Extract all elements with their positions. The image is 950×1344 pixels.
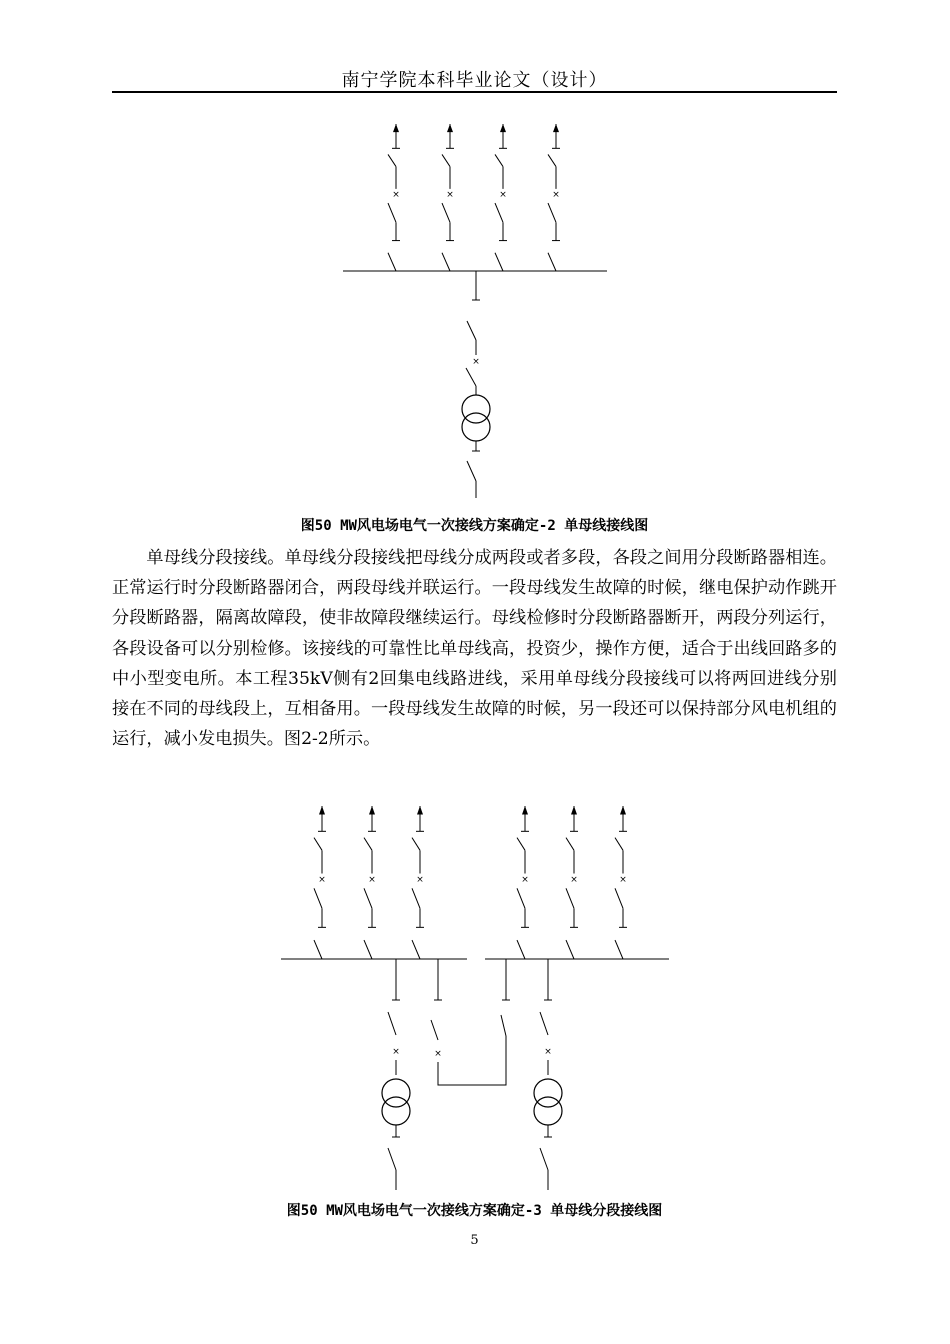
breaker-mark: ×	[552, 189, 560, 200]
breaker	[548, 203, 556, 222]
breaker	[388, 203, 396, 222]
breaker-mark: ×	[392, 189, 400, 200]
disconnector	[412, 940, 420, 959]
breaker-mark: ×	[570, 874, 578, 885]
disconnector	[517, 940, 525, 959]
breaker	[615, 888, 623, 908]
breaker	[466, 368, 476, 386]
breaker	[364, 888, 372, 908]
disconnector	[364, 838, 372, 851]
breaker-mark: ×	[434, 1049, 442, 1059]
disconnector	[517, 838, 525, 851]
transformer-bay-right	[534, 959, 562, 1190]
wire	[438, 1036, 506, 1085]
header-rule	[112, 91, 837, 93]
disconnector	[495, 154, 503, 166]
breaker-mark: ×	[392, 1047, 400, 1057]
disconnector	[501, 1015, 506, 1036]
disconnector	[467, 321, 476, 340]
figure-caption: 图50 MW风电场电气一次接线方案确定-3 单母线分段接线图	[286, 1203, 663, 1219]
transformer-winding	[382, 1079, 410, 1107]
disconnector	[540, 1012, 548, 1035]
figure-caption: 图50 MW风电场电气一次接线方案确定-2 单母线接线图	[300, 518, 649, 534]
transformer-winding	[534, 1097, 562, 1125]
disconnector	[388, 1148, 396, 1170]
transformer-bay-left	[382, 959, 410, 1190]
bus-coupler	[431, 959, 510, 1085]
breaker-mark: ×	[544, 1047, 552, 1057]
disconnector	[548, 154, 556, 166]
disconnector	[615, 838, 623, 851]
breaker-mark: ×	[446, 189, 454, 200]
breaker-mark: ×	[318, 874, 326, 885]
disconnector	[364, 940, 372, 959]
disconnector	[548, 253, 556, 271]
breaker	[495, 203, 503, 222]
breaker	[442, 203, 450, 222]
page-header: 南宁学院本科毕业论文（设计）	[341, 70, 608, 91]
transformer-winding	[534, 1079, 562, 1107]
disconnector	[495, 253, 503, 271]
disconnector	[314, 940, 322, 959]
breaker-mark: ×	[416, 874, 424, 885]
feeder-group	[388, 124, 560, 271]
disconnector	[388, 154, 396, 166]
transformer-winding	[462, 395, 490, 423]
disconnector	[467, 461, 476, 481]
disconnector	[388, 253, 396, 271]
breaker	[566, 888, 574, 908]
disconnector	[540, 1148, 548, 1170]
feeder-group	[314, 806, 627, 959]
breaker	[517, 888, 525, 908]
disconnector	[412, 838, 420, 851]
disconnector	[442, 154, 450, 166]
sectionalized-bus-diagram	[0, 800, 950, 1195]
transformer-winding	[382, 1097, 410, 1125]
page-number: 5	[470, 1233, 479, 1248]
breaker	[314, 888, 322, 908]
breaker-mark: ×	[472, 357, 480, 367]
disconnector	[615, 940, 623, 959]
disconnector	[566, 940, 574, 959]
disconnector	[566, 838, 574, 851]
breaker-mark: ×	[499, 189, 507, 200]
breaker-mark: ×	[619, 874, 627, 885]
paragraph: 单母线分段接线。单母线分段接线把母线分成两段或者多段，各段之间用分段断路器相连。正常运行时分段断路器闭合，两段母线并联运行。一段母线发生故障的时候，继电保护动作跳开分段断路器，隔离故障段，使非故障段继续运行。母线检修时分段断路器断开，两段分列运行，各段设备可以分别检修。该接线的可靠性比单母线高，投资少，操作方便，适合于出线回路多的中小型变电所。本工程35kV侧有2回集电线路进线，采用单母线分段接线可以将两回进线分别接在不同的母线段上，互相备用。一段母线发生故障的时候，另一段还可以保持部分风电机组的运行，减小发电损失。图2-2所示。	[112, 548, 837, 750]
breaker-mark: ×	[521, 874, 529, 885]
disconnector	[388, 1012, 396, 1035]
disconnector	[431, 1020, 438, 1040]
incoming-bay	[462, 271, 490, 498]
disconnector	[314, 838, 322, 851]
breaker-mark: ×	[368, 874, 376, 885]
breaker	[412, 888, 420, 908]
single-bus-diagram	[0, 110, 950, 505]
disconnector	[442, 253, 450, 271]
body-text	[112, 543, 837, 754]
transformer-winding	[462, 413, 490, 441]
